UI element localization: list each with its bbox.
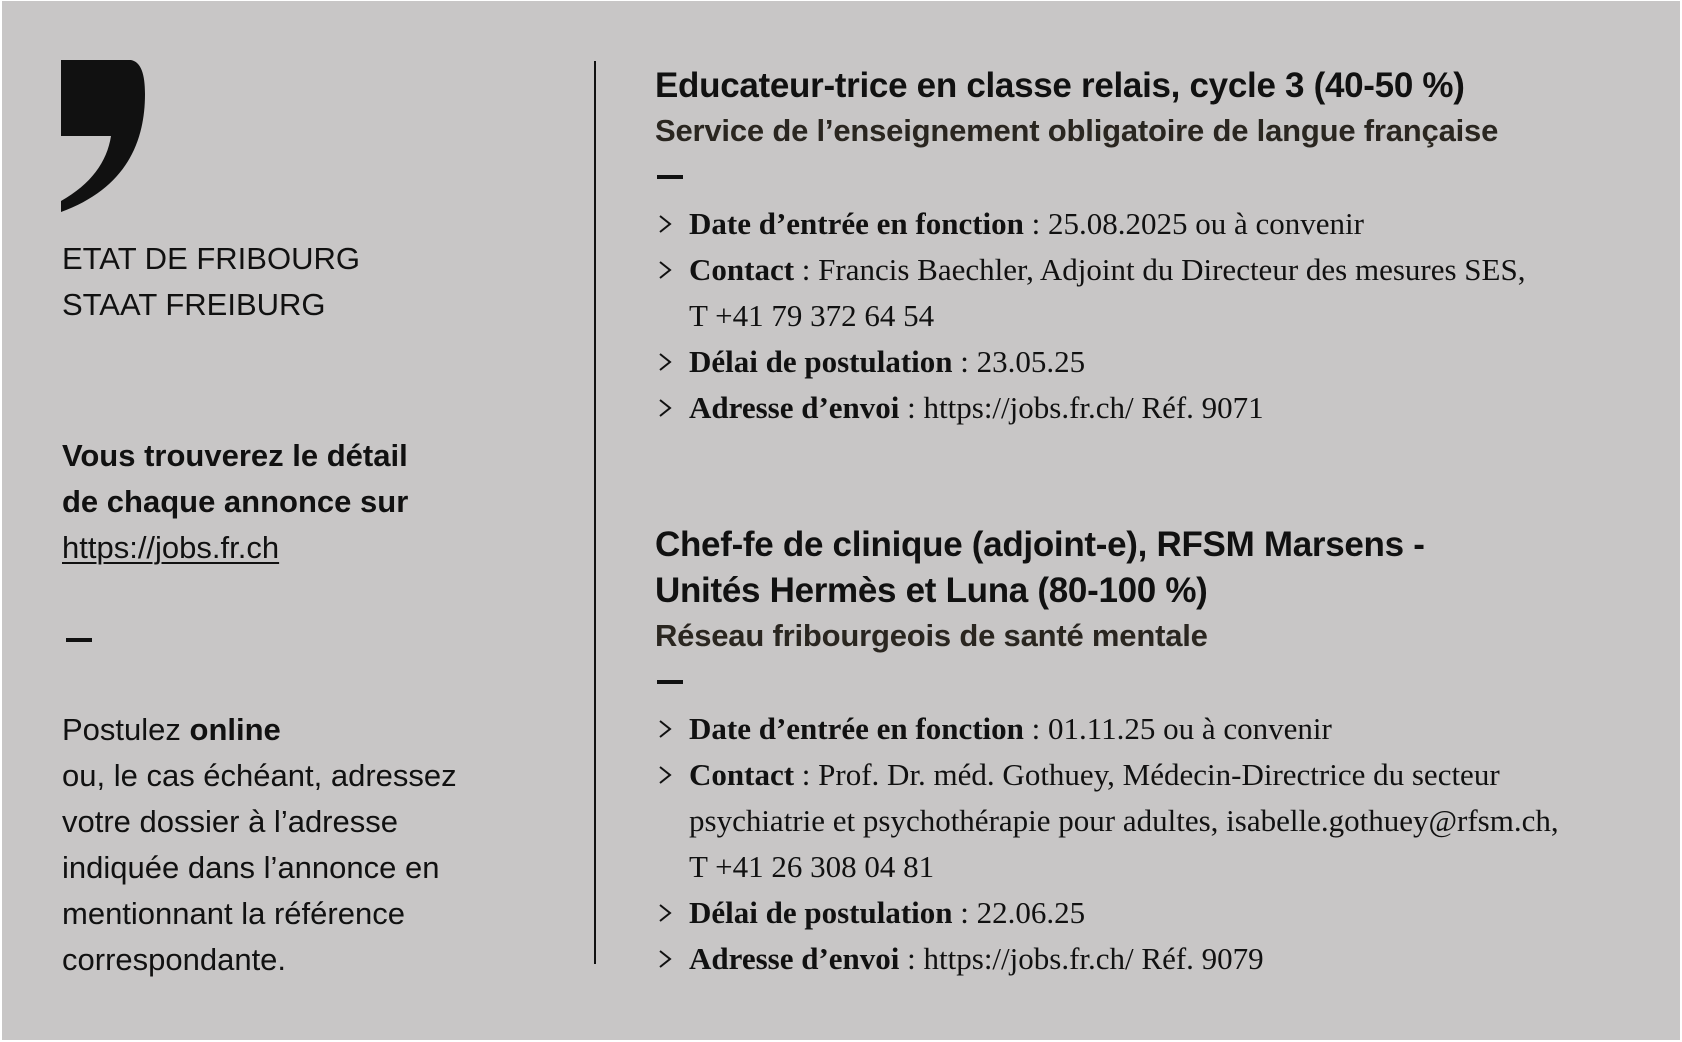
apply-line: indiquée dans l’annonce en xyxy=(62,850,440,885)
detail-sep: : xyxy=(952,895,977,930)
job-title xyxy=(655,63,1655,109)
apply-line: votre dossier à l’adresse xyxy=(62,804,398,839)
detail-contact xyxy=(655,752,1655,890)
detail-sep: : xyxy=(899,941,924,976)
organization-name xyxy=(62,236,360,328)
detail-label: Date d’entrée en fonction xyxy=(689,206,1024,241)
detail-contact xyxy=(655,247,1655,339)
org-name-de: STAAT FREIBURG xyxy=(62,287,326,322)
job-details xyxy=(655,706,1655,982)
detail-label: Adresse d’envoi xyxy=(689,941,900,976)
detail-deadline xyxy=(655,339,1655,385)
jobs-link[interactable]: https://jobs.fr.ch xyxy=(62,530,280,565)
chevron-right-icon xyxy=(657,398,673,418)
separator-dash xyxy=(66,638,92,642)
info-line: de chaque annonce sur xyxy=(62,484,409,519)
apply-line: correspondante. xyxy=(62,942,287,977)
chevron-right-icon xyxy=(657,949,673,969)
job-title-line: Chef-fe de clinique (adjoint-e), RFSM Marsens - xyxy=(655,525,1425,564)
apply-instructions xyxy=(62,707,562,983)
detail-deadline xyxy=(655,890,1655,936)
detail-value: https://jobs.fr.ch/ Réf. 9071 xyxy=(923,390,1264,425)
detail-value: 01.11.25 ou à convenir xyxy=(1048,711,1332,746)
detail-label: Date d’entrée en fonction xyxy=(689,711,1024,746)
detail-sep: : xyxy=(1023,711,1049,746)
detail-label: Contact xyxy=(689,252,795,287)
job-title-line: Educateur-trice en classe relais, cycle 3 (40-50 %) xyxy=(655,66,1465,105)
apply-line xyxy=(62,707,562,753)
detail-sep: : xyxy=(794,252,819,287)
detail-value: https://jobs.fr.ch/ Réf. 9079 xyxy=(923,941,1264,976)
apply-line: mentionnant la référence xyxy=(62,896,405,931)
detail-sep: : xyxy=(899,390,924,425)
job-title-line: Unités Hermès et Luna (80-100 %) xyxy=(655,571,1208,610)
separator-dash xyxy=(657,680,683,684)
chevron-right-icon xyxy=(657,903,673,923)
detail-label: Délai de postulation xyxy=(689,344,953,379)
info-text xyxy=(62,433,542,571)
info-line: Vous trouverez le détail xyxy=(62,438,408,473)
detail-value: 25.08.2025 ou à convenir xyxy=(1048,206,1364,241)
separator-dash xyxy=(657,175,683,179)
chevron-right-icon xyxy=(657,260,673,280)
apply-prefix: Postulez xyxy=(62,712,190,747)
job-department: Réseau fribourgeois de santé mentale xyxy=(655,618,1208,653)
chevron-right-icon xyxy=(657,765,673,785)
detail-label: Délai de postulation xyxy=(689,895,953,930)
chevron-right-icon xyxy=(657,352,673,372)
column-divider xyxy=(594,61,596,964)
org-name-fr: ETAT DE FRIBOURG xyxy=(62,241,360,276)
detail-value: 22.06.25 xyxy=(976,895,1086,930)
detail-sep: : xyxy=(952,344,977,379)
detail-sep: : xyxy=(1023,206,1049,241)
chevron-right-icon xyxy=(657,719,673,739)
job-details xyxy=(655,201,1655,431)
apply-line: ou, le cas échéant, adressez xyxy=(62,758,457,793)
job-listing xyxy=(655,63,1655,431)
chevron-right-icon xyxy=(657,214,673,234)
job-listing xyxy=(655,522,1655,982)
detail-start-date xyxy=(655,706,1655,752)
detail-label: Contact xyxy=(689,757,795,792)
job-department: Service de l’enseignement obligatoire de langue française xyxy=(655,113,1499,148)
detail-value: Prof. Dr. méd. Gothuey, Médecin-Directrice du secteur xyxy=(818,757,1500,792)
detail-value: T +41 26 308 04 81 xyxy=(689,849,935,884)
ad-panel xyxy=(2,1,1680,1040)
detail-label: Adresse d’envoi xyxy=(689,390,900,425)
detail-address xyxy=(655,936,1655,982)
detail-address xyxy=(655,385,1655,431)
apply-online: online xyxy=(189,712,281,747)
detail-value: Francis Baechler, Adjoint du Directeur des mesures SES, xyxy=(818,252,1526,287)
detail-value: 23.05.25 xyxy=(976,344,1086,379)
fribourg-logo-icon xyxy=(61,60,145,212)
detail-value: psychiatrie et psychothérapie pour adultes, isabelle.gothuey@rfsm.ch, xyxy=(689,803,1559,838)
job-title xyxy=(655,522,1655,614)
detail-sep: : xyxy=(794,757,819,792)
detail-start-date xyxy=(655,201,1655,247)
detail-value: T +41 79 372 64 54 xyxy=(689,298,935,333)
